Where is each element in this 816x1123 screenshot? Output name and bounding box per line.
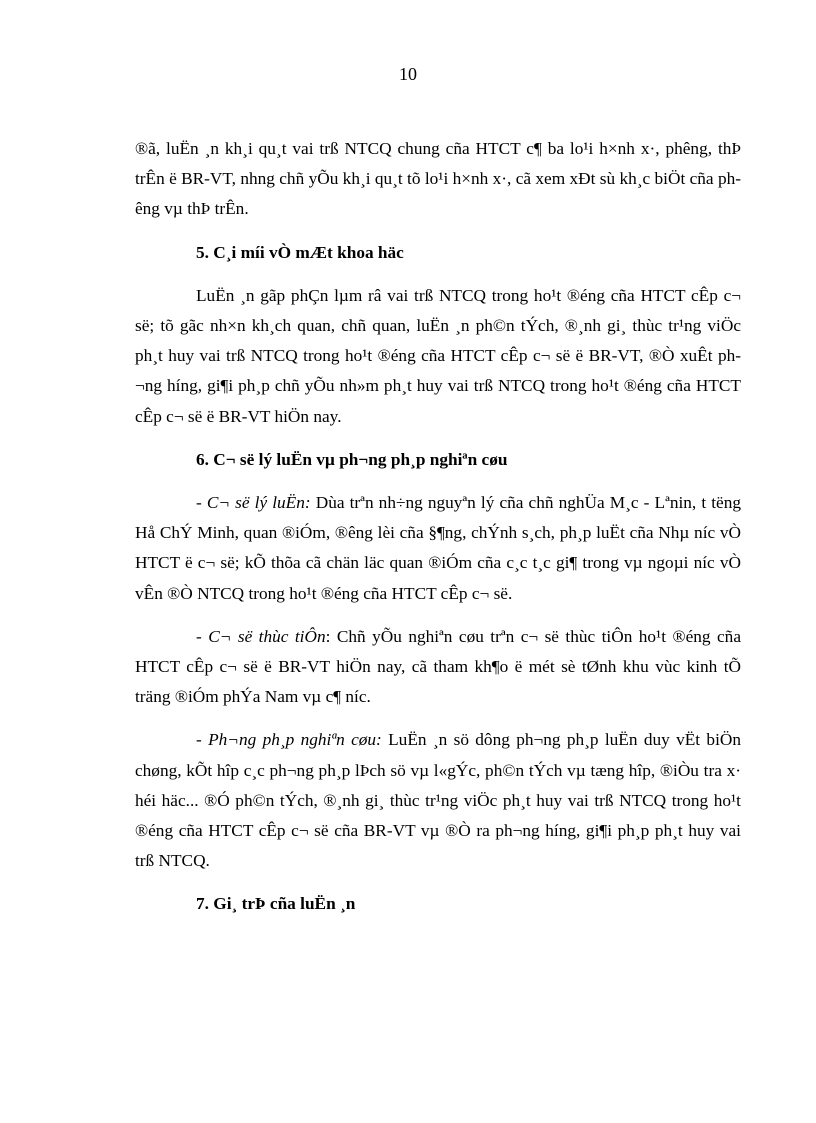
section-heading-new-contributions: 5. C¸i míi vÒ mÆt khoa häc <box>196 242 404 262</box>
paragraph-research-methods <box>135 725 741 876</box>
page-body <box>135 134 741 920</box>
text-practical-basis: : Chñ yÕu nghiªn cøu trªn c¬ së thùc tiÔn ho¹t ®éng cña HTCT cÊp c¬ së ë BR-VT hiÖn nay, cã tham kh¶o ë mét sè tØnh khu vùc kinh tÕ träng ®iÓm phÝa Nam vµ c¶ níc. <box>135 626 741 707</box>
label-theoretical-basis: C¬ së lý luËn: <box>206 493 311 513</box>
text-theoretical-basis: Dùa trªn nh÷ng nguyªn lý cña chñ nghÜa M¸c - Lªnin, t tëng Hå ChÝ Minh, quan ®iÓm, ®êng lèi cña §¶ng, chÝnh s¸ch, ph¸p luËt cña Nhµ níc vÒ HTCT ë c¬ së; kÕ thõa cã chän läc quan ®iÓm cña c¸c t¸c gi¶ trong vµ ngoµi níc vÒ vÊn ®Ò NTCQ trong ho¹t ®éng cña HTCT cÊp c¬ së. <box>135 493 741 603</box>
list-dash: - <box>196 493 207 513</box>
paragraph-theoretical-basis <box>135 488 741 609</box>
list-dash: - <box>196 730 209 750</box>
text-research-methods: LuËn ¸n sö dông ph¬ng ph¸p luËn duy vËt biÖn chøng, kÕt hîp c¸c ph¬ng ph¸p lÞch sö vµ l«gÝc, ph©n tÝch vµ tæng hîp, ®iÒu tra x· héi häc... ®Ó ph©n tÝch, ®¸nh gi¸ thùc tr¹ng viÖc ph¸t huy vai trß NTCQ trong ho¹t ®éng cña HTCT cÊp c¬ së cña BR-VT vµ ®Ò ra ph¬ng híng, gi¶i ph¸p ph¸t huy vai trß NTCQ. <box>135 730 741 871</box>
list-dash: - <box>196 626 209 646</box>
paragraph-scope-continuation: ®ã, luËn ¸n kh¸i qu¸t vai trß NTCQ chung cña HTCT c¶ ba lo¹i h×nh x·, phêng, thÞ trÊn ë BR-VT, nhng chñ yÕu kh¸i qu¸t tõ lo¹i h×nh x·, cã xem xÐt sù kh¸c biÖt cña phêng vµ thÞ trÊn. <box>135 139 741 219</box>
section-heading-thesis-value: 7. Gi¸ trÞ cña luËn ¸n <box>196 894 356 914</box>
label-research-methods: Ph¬ng ph¸p nghiªn cøu: <box>208 730 382 750</box>
section-heading-theory-methods: 6. C¬ së lý luËn vµ ph¬ng ph¸p nghiªn cøu <box>196 449 508 469</box>
paragraph-new-contributions: LuËn ¸n gãp phÇn lµm râ vai trß NTCQ trong ho¹t ®éng cña HTCT cÊp c¬ së; tõ gãc nh×n kh¸ch quan, chñ quan, luËn ¸n ph©n tÝch, ®¸nh gi¸ thùc tr¹ng viÖc ph¸t huy vai trß NTCQ trong ho¹t ®éng cña HTCT cÊp c¬ së ë BR-VT, ®Ò xuÊt ph¬ng híng, gi¶i ph¸p chñ yÕu nh»m ph¸t huy vai trß NTCQ trong ho¹t ®éng cña HTCT cÊp c¬ së ë BR-VT hiÖn nay. <box>135 285 741 426</box>
page-number: 10 <box>399 64 417 84</box>
label-practical-basis: C¬ së thùc tiÔn <box>208 626 326 646</box>
paragraph-practical-basis <box>135 622 741 713</box>
